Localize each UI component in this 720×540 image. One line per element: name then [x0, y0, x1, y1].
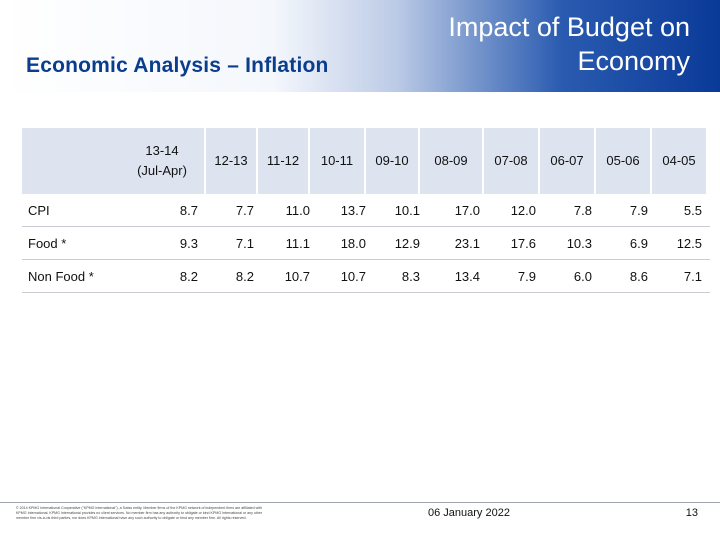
column-header: 13-14 (Jul-Apr) [120, 128, 204, 194]
page-number: 13 [685, 507, 698, 519]
table-cell: 10.7 [284, 269, 310, 284]
table-cell: 5.5 [683, 203, 702, 218]
column-header: 04-05 [652, 128, 706, 194]
table-cell: 7.1 [235, 236, 254, 251]
column-header: 06-07 [540, 128, 594, 194]
table-cell: 6.0 [573, 269, 592, 284]
table-cell: 10.3 [566, 236, 592, 251]
table-cell: 8.6 [629, 269, 648, 284]
table-row [22, 260, 710, 293]
table-cell: 8.2 [179, 269, 198, 284]
footer-date: 06 January 2022 [428, 507, 510, 519]
table-cell: 9.3 [179, 236, 198, 251]
table-cell: 7.1 [683, 269, 702, 284]
table-cell: 12.9 [394, 236, 420, 251]
table-cell: 8.3 [401, 269, 420, 284]
column-header: 05-06 [596, 128, 650, 194]
table-cell: 13.7 [340, 203, 366, 218]
table-cell: 12.5 [676, 236, 702, 251]
copyright-disclaimer: © 2014 KPMG International Cooperative ("KPMG International"), a Swiss entity. Member firms of the KPMG network of independent firms are affiliated with KPMG International. KPMG International provides no client services. No member firm has any authority to obligate or bind KPMG International or any other member firm vis-à-vis third parties, nor does KPMG International have any such authority to obligate or bind any member firm. All rights reserved. [16, 506, 263, 520]
table-cell: 7.9 [629, 203, 648, 218]
table-row [22, 194, 710, 227]
column-header: 07-08 [484, 128, 538, 194]
table-cell: 23.1 [454, 236, 480, 251]
footer-divider [0, 502, 720, 503]
table-cell: 17.6 [510, 236, 536, 251]
row-label: Non Food * [28, 269, 94, 284]
table-cell: 8.7 [179, 203, 198, 218]
row-label: CPI [28, 203, 50, 218]
table-header-row [22, 128, 710, 194]
table-cell: 6.9 [629, 236, 648, 251]
table-cell: 18.0 [340, 236, 366, 251]
column-header: 10-11 [310, 128, 364, 194]
table-cell: 17.0 [454, 203, 480, 218]
table-cell: 11.0 [285, 203, 310, 218]
table-body [22, 194, 710, 293]
table-cell: 10.1 [394, 203, 420, 218]
table-cell: 10.7 [340, 269, 366, 284]
inflation-table [22, 128, 710, 293]
table-row [22, 227, 710, 260]
column-header: 12-13 [206, 128, 256, 194]
table-cell: 7.8 [573, 203, 592, 218]
column-header: 11-12 [258, 128, 308, 194]
table-corner-cell [22, 128, 120, 194]
column-header: 09-10 [366, 128, 418, 194]
column-header: 08-09 [420, 128, 482, 194]
table-cell: 7.9 [517, 269, 536, 284]
table-cell: 8.2 [235, 269, 254, 284]
table-cell: 7.7 [235, 203, 254, 218]
table-cell: 11.1 [285, 236, 310, 251]
table-cell: 12.0 [510, 203, 536, 218]
table-cell: 13.4 [454, 269, 480, 284]
row-label: Food * [28, 236, 67, 251]
slide-title: Impact of Budget on Economy [448, 12, 690, 76]
slide-subtitle: Economic Analysis – Inflation [26, 54, 329, 77]
